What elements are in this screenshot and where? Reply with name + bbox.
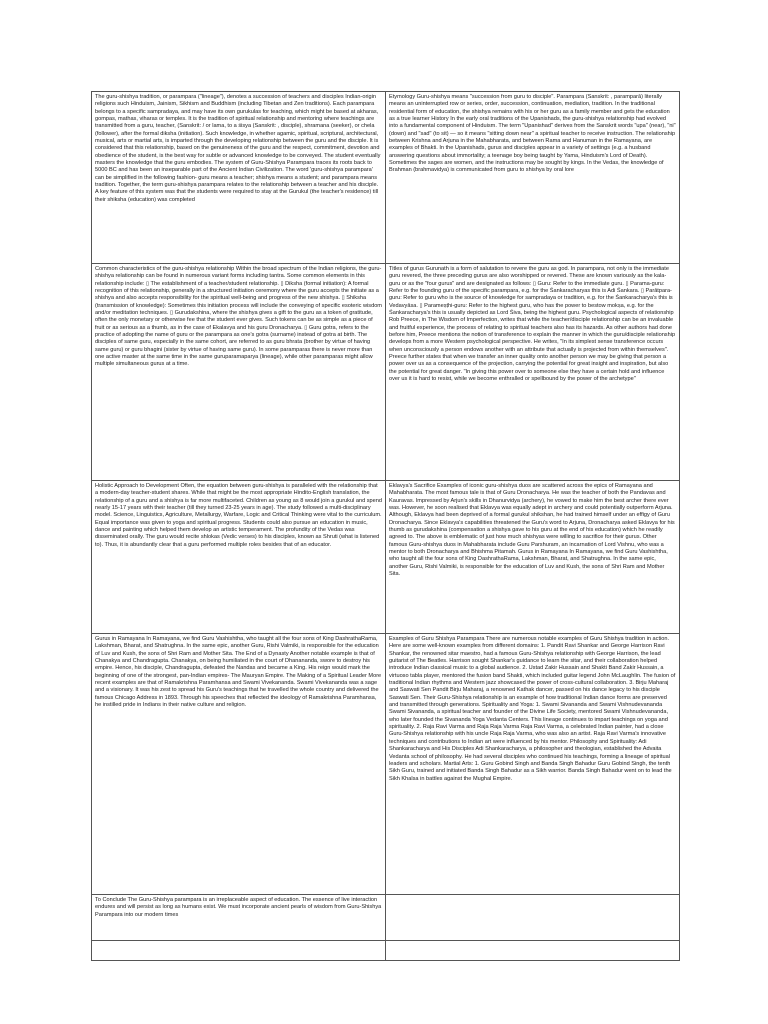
table-cell-origin bbox=[92, 92, 386, 264]
cell-text: To Conclude The Guru-Shishya parampara is an irreplaceable aspect of education. The essence of live interaction endures and will persist as long as humans exist. We must incorporate ancient pearls of wisdom from Guru-Shishya Parampara into our modern times bbox=[95, 897, 382, 918]
cell-text: Examples of Guru Shishya Parampara There are numerous notable examples of Guru Shishya tradition in action. Here are some well-known examples from different domains: 1. Pandit Ravi Shankar and George Harrison Ravi Shankar, the renowned sitar maestro, had a famous Guru-Shishya relationship with George Harrison, the lead guitarist of The Beatles. Harrison sought Shankar's guidance to learn the sitar, and their collaboration helped introduce Indian classical music to a global audience. 2. Ustad Zakir Hussain and Shakti Band Zakir Hussain, a virtuoso tabla player, mentored the fusion band Shakti, which included guitar legend John McLaughlin. The fusion of traditional Indian rhythms and Western jazz showcased the power of cross-cultural collaboration. 3. Birju Maharaj and Saswati Sen Pandit Birju Maharaj, a renowned Kathak dancer, passed on his dance legacy to his disciple Saswati Sen. Their Guru-Shishya relationship is an example of how traditional Indian dance forms are preserved and transmitted through generations. Spirituality and Yoga: 1. Swami Sivananda and Swami Vishnudevananda Swami Sivananda, a spiritual teacher and founder of the Divine Life Society, mentored Swami Vishnudevananda, who later founded the Sivananda Yoga Vedanta Centers. This lineage continues to impart teachings on yoga and spirituality. 2. Raja Ravi Varma and Raja Raja Varma Raja Ravi Varma, a celebrated Indian painter, had a close Guru-Shishya relationship with his uncle Raja Raja Varma, who was also an artist. Raja Ravi Varma's innovative techniques and contributions to Indian art were influenced by his mentor. Philosophy and Spirituality: Adi Shankaracharya and His Disciples Adi Shankaracharya, a philosopher and theologian, established the Advaita Vedanta school of philosophy. He had several disciples who continued his teachings, forming a lineage of spiritual leaders and scholars. Martial Arts: 1. Guru Gobind Singh and Banda Singh Bahadur Guru Gobind Singh, the tenth Sikh Guru, trained and initiated Banda Singh Bahadur as a Sikh warrior. Banda Singh Bahadur went on to lead the Sikh Khalsa in battles against the Mughal Empire. bbox=[389, 636, 676, 782]
cell-text: The guru-shishya tradition, or parampara ("lineage"), denotes a succession of teachers and disciples Indian-origin religions such Hinduism, Jainism, Sikhism and Buddhism (including Tibetan and Zen traditions). Each parampara belongs to a specific sampradaya, and may have its own gurukulas for teaching, which might be based at akharas, gompas, mathas, viharas or temples. It is the tradition of spiritual relationship and mentoring where teachings are transmitted from a guru, teacher, (Sanskrit: / or lama, to a śisya (Sanskrit: , disciple), shramana (seeker), or chela (follower), after the formal diksha (initiation). Such knowledge, in whether agamic, spiritual, scriptural, architectural, musical, arts or martial arts, is imparted through the developing relationship between the guru and the disciple. It is considered that this relationship, based on the genuineness of the guru and the respect, commitment, devotion and obedience of the student, is the best way for subtle or advanced knowledge to be conveyed. The student eventually masters the knowledge that the guru embodies. The system of Guru-Shishya Parampara traces its roots back to 5000 BC and has been an inseparable part of the Ancient Indian Civilization. The word 'guru-shishya parampara' can be simplified in the following fashion- guru means a teacher; shishya means a student; and parampara means tradition. Together, the term guru-shishya parampara relates to the relationship between a teacher and his disciple. A key feature of this system was that the students were required to stay at the Gurukul (the teacher's residence) till their shiksha (education) was completed bbox=[95, 94, 381, 203]
table-cell-conclusion bbox=[92, 895, 386, 941]
table-cell-empty bbox=[92, 941, 386, 961]
table-cell-ramayana bbox=[92, 634, 386, 895]
table-row bbox=[92, 481, 680, 634]
table-cell-etymology bbox=[386, 92, 680, 264]
table-cell-titles bbox=[386, 264, 680, 481]
cell-text: Common characteristics of the guru-shishya relationship Within the broad spectrum of the Indian religions, the guru-shishya relationship can be found in numerous variant forms including tantra. Some common elements in this relationship include: ▯ The establishment of a teacher/student relationship. ▯ Diksha (formal initiation): A formal recognition of this relationship, generally in a structured initiation ceremony where the guru accepts the initiate as a shishya and also accepts responsibility for the spiritual well-being and progress of the new shishya. ▯ Shiksha (transmission of knowledge): Sometimes this initiation process will include the conveying of specific esoteric wisdom and/or meditation techniques. ▯ Gurudakshina, where the shishya gives a gift to the guru as a token of gratitude, often the only monetary or otherwise fee that the student ever gives. Such tokens can be as simple as a piece of fruit or as serious as a thumb, as in the case of Ekalavya and his guru Dronacharya. ▯ Guru gotra, refers to the practice of adopting the name of guru or the parampara as one's gotra (surname) instead of gotra at birth. The disciples of same guru, especially in the same cohort, are referred to as guru bhrata (brother by virtue of having same guru) or guru bhagini (sister by virtue of having same guru). In some paramparas there is never more than one active master at the same time in the same guruparamaparya (lineage), while other paramparas might allow multiple simultaneous gurus at a time. bbox=[95, 266, 382, 368]
cell-text: Eklavya's Sacrifice Examples of iconic guru-shishya duos are scattered across the epics of Ramayana and Mahabharata. The most famous tale is that of Guru Dronacharya. He was the teacher of both the Pandavas and Kauravas. Impressed by Arjun's skills in Dhanurvidya (archery), he vowed to make him the best archer there ever was. However, he soon realised that Eklavya was equally adept in archery and could potentially outperform Arjuna. Although, Eklavya had been deprived of a formal gurukul shikshan, he had trained himself under an effigy of Guru Dronacharya. Since Eklavya's capabilities threatened the Guru's word to Arjuna, Dronacharya asked Eklavya for his thumb as gurudakshina (compensation a shishya gave to his guru at the end of his education) which he readily agreed to. The above is emblematic of just how much shishyas were willing to sacrifice for their gurus. Other famous Guru-shishya duos in Mahabharata include Guru Parshuram, an incarnation of Lord Vishnu, who was a mentor to both Dronacharya and Bhishma Pitamah. Gurus in Ramayana In Ramayana, we find Guru Vashishtha, who taught all the four sons of King DashrathaRama, Lakshman, Bharat, and Shatrughna. In the same epic, another Guru, Rishi Valmiki, is responsible for the education of Luv and Kush, the sons of Shri Ram and Mother Sita. bbox=[389, 483, 675, 578]
table-cell-empty bbox=[386, 941, 680, 961]
cell-text: Etymology Guru-shishya means "succession from guru to disciple". Parampara (Sanskrit: , paramparā) literally means an uninterrupted row or series, order, succession, continuation, mediation, tradition. In the traditional residential form of education, the shishya remains with his or her guru as a family member and gets the education as a true learner History In the early oral traditions of the Upanishads, the guru-shishya relationship had evolved into a fundamental component of Hinduism. The term "Upanishad" derives from the Sanskrit words "upa" (near), "ni" (down) and "sad" (to sit) — so it means "sitting down near" a spiritual teacher to receive instruction. The relationship between Krishna and Arjuna in the Mahabharata, and between Rama and Hanuman in the Ramayana, are examples of Bhakti. In the Upanishads, gurus and disciples appear in a variety of settings (e.g. a husband answering questions about immortality; a teenage boy being taught by Yama, Hinduism's Lord of Death). Sometimes the sages are women, and the instructions may be sought by kings. In the Vedas, the knowledge of Brahman (brahmavidya) is communicated from guru to shishya by oral lore bbox=[389, 94, 676, 174]
table-row bbox=[92, 634, 680, 895]
table-cell-empty bbox=[386, 895, 680, 941]
table-cell-characteristics bbox=[92, 264, 386, 481]
table-row bbox=[92, 941, 680, 961]
table-cell-examples bbox=[386, 634, 680, 895]
table-row bbox=[92, 264, 680, 481]
table-row bbox=[92, 92, 680, 264]
cell-text: Gurus in Ramayana In Ramayana, we find Guru Vashishtha, who taught all the four sons of King DashrathaRama, Lakshman, Bharat, and Shatrughna. In the same epic, another Guru, Rishi Valmiki, is responsible for the education of Luv and Kush, the sons of Shri Ram and Mother Sita. The End of a Dynasty Another notable example is that of Chanakya and Chandragupta. Chanakya, on being humiliated in the court of Dhanananda, swore to destroy his empire. Hence, his disciple, Chandragupta, defeated the Nandas and became a King. His reign would mark the beginning of one of the strongest, pan-Indian empires- The Mauryan Empire. The Making of a Spiritual Leader More recent examples are that of Ramakrishna Paramhansa and Swami Vivekananda. Swami Vivekananda was a sage and a visionary. It was his zest to spread his Guru's teachings that he travelled the whole country and delivered the famous Chicago Address in 1893. Through his speeches that reflected the ideology of Ramakrishna Paramhansa, he instilled pride in Indians in their native culture and religion. bbox=[95, 636, 382, 709]
table-cell-holistic bbox=[92, 481, 386, 634]
cell-text: Holistic Approach to Development Often, the equation between guru-shishya is paralleled with the relationship that a modern-day teacher-student shares. While that might be the most appropriate Hindito-English translation, the relationship of a guru and a shishya is far more multifaceted. Children as young as 8 would join a gurukul and spend nearly 15-17 years with their teacher (till they turned 23-25 years in age). The study followed a multi-disciplinary model. Science, Linguistics, Agriculture, Metallurgy, Warfare, Logic and Critical Thinking were vital to the curriculum. Equal importance was given to yoga and spiritual progress. Students could also pursue an education in music, dance and painting which helped them develop an artistic temperament. The profundity of the Vedas was disseminated orally. The guru would recite shlokas (Vedic verses) to his disciples, known as Shruti (what is listened to). Thus, it is abundantly clear that a guru performed multiple roles besides that of an educator. bbox=[95, 483, 383, 548]
content-table bbox=[91, 91, 680, 961]
table-row bbox=[92, 895, 680, 941]
cell-text: Titles of gurus Gurunath is a form of salutation to revere the guru as god. In parampara, not only is the immediate guru revered, the three preceding gurus are also worshipped or revered. These are known variously as the kala-guru or as the "four gurus" and are designated as follows: ▯ Guru: Refer to the immediate guru. ▯ Parama-guru: Refer to the founding guru of the specific parampara, e.g. for the Śankaracharyas this is Adi Śankara. ▯ Parātpara-guru: Refer to guru who is the source of knowledge for sampradaya or tradition, e.g. for the Śankaracharya's this is Vedavyāsa. ▯ Parameṣṭhi-guru: Refer to the highest guru, who has the power to bestow mokṣa, e.g. for the Śankaracharya's this is usually depicted as Lord Śiva, being the highest guru. Psychological aspects of relationship Rob Preece, in The Wisdom of Imperfection, writes that while the teacher/disciple relationship can be an invaluable and fruitful experience, the process of relating to spiritual teachers also has its hazards. As other authors had done before him, Preece mentions the notion of transference to explain the manner in which the guru/disciple relationship develops from a more Western psychological perspective. He writes, "In its simplest sense transference occurs when unconsciously a person endows another with an attribute that actually is projected from within themselves". Preece further states that when we transfer an inner quality onto another person we may be giving that person a power over us as a consequence of the projection, carrying the potential for great insight and inspiration, but also the potential for great danger. "In giving this power over to someone else they have a certain hold and influence over us it is hard to resist, while we become enthralled or spellbound by the power of the archetype" bbox=[389, 266, 676, 383]
table-cell-eklavya bbox=[386, 481, 680, 634]
